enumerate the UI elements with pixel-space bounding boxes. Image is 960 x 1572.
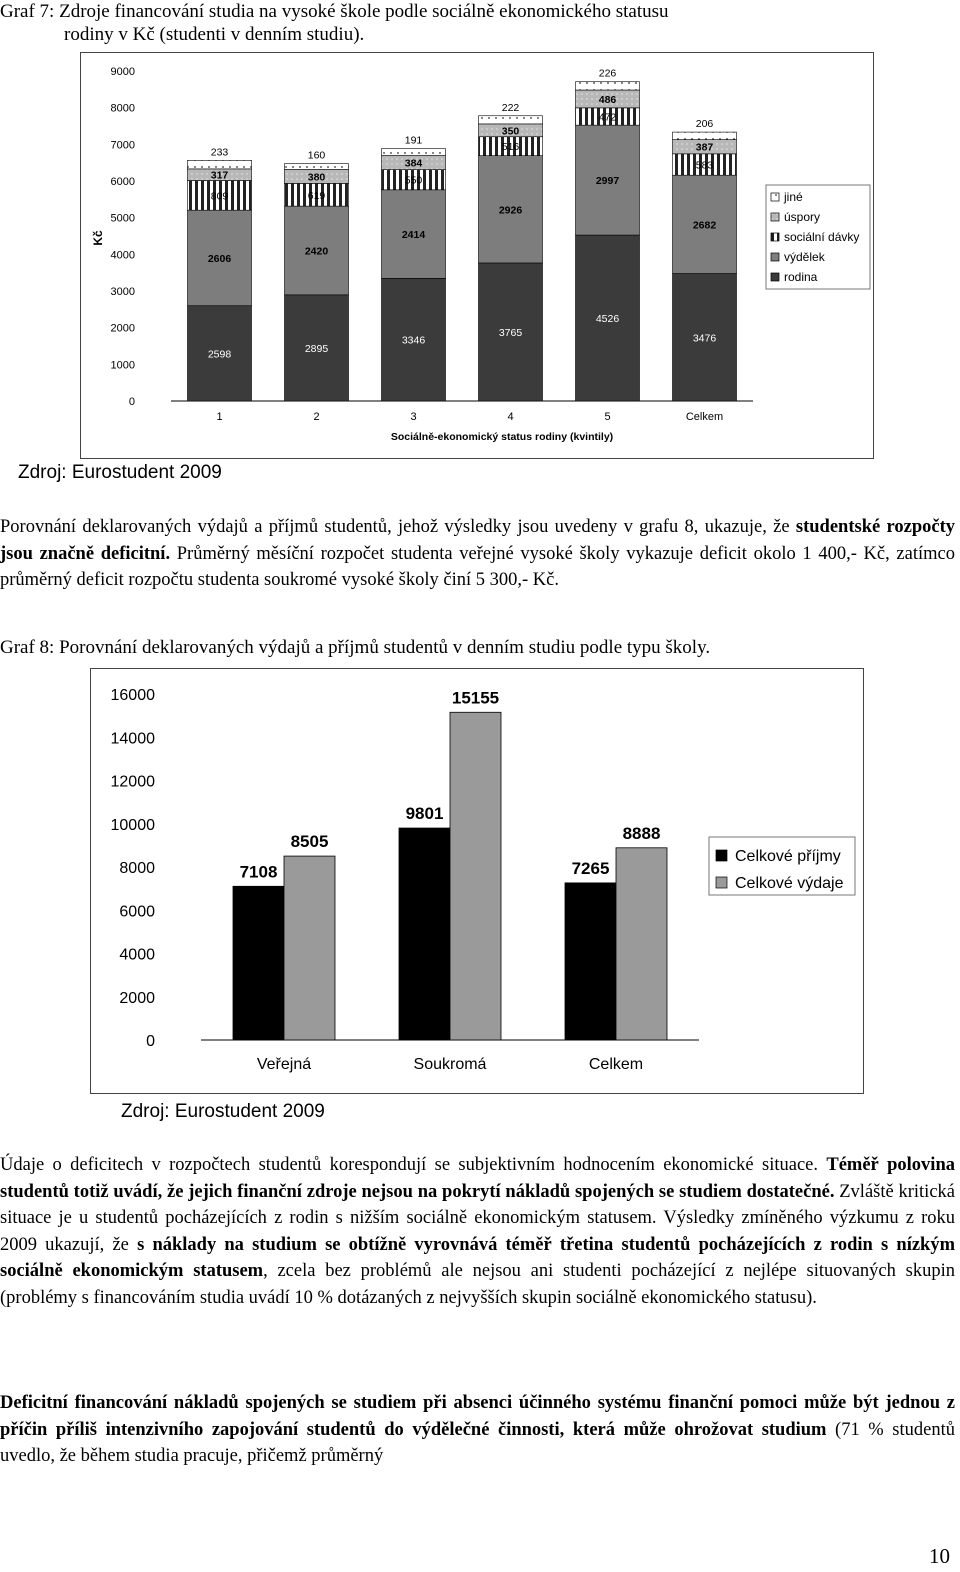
x-tick-label: Soukromá [413, 1056, 487, 1073]
data-label: 8888 [622, 823, 661, 843]
bar-Celkové-výdaje [616, 848, 667, 1040]
y-tick-label: 5000 [110, 212, 135, 225]
bar-Celkové-výdaje [284, 856, 335, 1040]
y-tick-label: 8000 [110, 102, 135, 115]
legend-label: sociální dávky [784, 230, 860, 244]
p2-bold-2: s náklady na studium se obtížně vyrovnává téměř třetina studentů pocházejících z rodin s nízkým sociálně ekonomickým statusem [0, 1234, 956, 1281]
y-tick-label: 1000 [110, 359, 135, 372]
legend [766, 185, 870, 289]
p2-text-1: Údaje o deficitech v rozpočtech studentů korespondují se subjektivním hodnocením ekonomické situace. [0, 1155, 827, 1175]
p2-bold-1: Téměř polovina studentů totiž uvádí, že jejich finanční zdroje nejsou na pokrytí nákladů spojených se studiem dostatečné. [0, 1155, 955, 1202]
graph8-chart [90, 668, 864, 1094]
data-label: 2895 [304, 342, 329, 355]
graph8-caption: Graf 8: Porovnání deklarovaných výdajů a příjmů studentů v denním studiu podle typu školy. [0, 637, 711, 658]
x-tick-label: Celkem [685, 411, 724, 423]
paragraph-2 [0, 1152, 955, 1311]
legend-swatch [771, 233, 779, 241]
data-label: 2606 [207, 252, 232, 265]
p3-bold-1: Deficitní financování nákladů spojených se studiem při absenci účinného systému finanční pomoci může být jednou z příčin příliš intenzivního zapojování studentů do výdělečné činnosti, která může ohrožovat studium [0, 1393, 955, 1440]
p1-text-2: Průměrný měsíční rozpočet studenta veřejné vysoké školy vykazuje deficit okolo 1 400,- Kč, zatímco průměrný deficit rozpočtu studenta soukromé vysoké školy činí 5 300,- Kč. [0, 543, 955, 590]
p2-text-3: , zcela bez problémů ale nejsou ani studenti pocházející z nejlépe situovaných skupin (problémy s financováním studia uvádí 10 % dotázaných z nejvyšších skupin sociálně ekonomického statusu). [0, 1261, 955, 1308]
graph8-svg [91, 669, 863, 1093]
data-label: 350 [501, 125, 520, 138]
data-label: 516 [501, 141, 520, 154]
data-label: 226 [598, 67, 617, 80]
data-label: 317 [210, 169, 229, 182]
y-tick-label: 3000 [110, 286, 135, 298]
graph8-source: Zdroj: Eurostudent 2009 [121, 1101, 325, 1122]
y-tick-label: 14000 [110, 730, 155, 748]
p3-text-1: (71 % studentů uvedlo, že během studia pracuje, přičemž průměrný [0, 1419, 955, 1466]
graph7-svg [81, 53, 873, 458]
x-tick-label: Veřejná [256, 1056, 312, 1073]
graph7-caption [0, 0, 960, 46]
data-label: 550 [404, 174, 423, 187]
bar-Celkové-příjmy [233, 886, 284, 1040]
x-axis-label: Sociálně-ekonomický status rodiny (kvintily) [390, 431, 614, 443]
data-label: 486 [598, 93, 617, 106]
graph7-caption-line1: Graf 7: Zdroje financování studia na vysoké škole podle sociálně ekonomického statusu [0, 1, 669, 22]
legend-label: výdělek [784, 250, 825, 264]
y-tick-label: 2000 [110, 322, 135, 335]
page-number: 10 [929, 1544, 950, 1568]
bar-segment-jiné [382, 149, 446, 156]
legend-label: Celkové příjmy [735, 848, 841, 865]
legend-label: Celkové výdaje [735, 875, 844, 892]
legend-label: úspory [784, 210, 821, 224]
data-label: 8505 [290, 832, 329, 852]
bar-segment-jiné [673, 132, 737, 140]
bar-Celkové-příjmy [399, 828, 450, 1040]
y-tick-label: 7000 [110, 139, 135, 152]
graph7-caption-line2: rodiny v Kč (studenti v denním studiu). [64, 24, 365, 45]
y-tick-label: 6000 [110, 176, 135, 188]
y-tick-label: 10000 [110, 816, 155, 834]
data-label: 3346 [401, 334, 426, 347]
legend [709, 837, 855, 895]
bar-segment-jiné [285, 164, 349, 170]
x-tick-label: 4 [507, 411, 514, 423]
x-tick-label: Celkem [588, 1056, 644, 1073]
data-label: 2414 [401, 229, 426, 242]
x-tick-label: 2 [313, 411, 320, 423]
p1-bold-1: studentské rozpočty jsou značně deficitní. [0, 517, 955, 564]
y-tick-label: 12000 [110, 773, 155, 791]
y-axis-label: Kč [91, 230, 105, 246]
data-label: 2997 [595, 175, 620, 188]
bar-Celkové-výdaje [450, 712, 501, 1040]
data-label: 7108 [239, 862, 278, 882]
data-label: 222 [501, 101, 520, 114]
data-label: 2598 [207, 348, 232, 361]
y-tick-label: 4000 [110, 249, 135, 262]
p2-text-2: Zvláště kritická situace je u studentů pocházejících z rodin s nižším sociálně ekonomickým statusem. Výsledky zmíněného výzkumu z roku 2009 ukazují, že [0, 1181, 955, 1255]
data-label: 387 [695, 141, 714, 154]
data-label: 3476 [692, 332, 717, 345]
data-label: 160 [307, 149, 326, 162]
data-label: 206 [695, 118, 714, 131]
y-tick-label: 9000 [110, 66, 135, 78]
paragraph-3 [0, 1390, 955, 1470]
data-label: 15155 [451, 688, 500, 708]
graph7-chart [80, 52, 874, 459]
data-label: 380 [307, 171, 326, 184]
bar-segment-jiné [576, 82, 640, 90]
p1-text-1: Porovnání deklarovaných výdajů a příjmů studentů, jehož výsledky jsou uvedeny v grafu 8, ukazuje, že [0, 517, 796, 537]
bar-segment-jiné [479, 116, 543, 124]
bar-Celkové-příjmy [565, 883, 616, 1040]
data-label: 619 [307, 189, 326, 202]
y-tick-label: 0 [146, 1033, 155, 1050]
data-label: 472 [598, 111, 617, 124]
legend-swatch [771, 193, 779, 201]
data-label: 9801 [405, 804, 444, 824]
bar-segment-jiné [188, 160, 252, 169]
y-tick-label: 4000 [119, 946, 155, 964]
y-tick-label: 2000 [119, 989, 155, 1007]
y-tick-label: 8000 [119, 860, 155, 877]
y-tick-label: 6000 [119, 903, 155, 921]
data-label: 191 [404, 134, 423, 147]
x-tick-label: 5 [604, 411, 611, 423]
data-label: 809 [210, 190, 229, 203]
legend-swatch [716, 850, 727, 861]
x-tick-label: 1 [216, 411, 223, 423]
data-label: 7265 [571, 858, 610, 878]
paragraph-1 [0, 514, 955, 594]
legend-swatch [771, 253, 779, 261]
data-label: 233 [210, 146, 229, 159]
x-tick-label: 3 [410, 411, 417, 423]
legend-label: rodina [784, 270, 818, 284]
y-tick-label: 0 [128, 396, 135, 408]
legend-swatch [771, 213, 779, 221]
data-label: 2682 [692, 219, 717, 232]
legend-swatch [716, 877, 727, 888]
legend-label: jiné [784, 190, 803, 204]
y-tick-label: 16000 [110, 687, 155, 704]
data-label: 3765 [498, 326, 523, 339]
data-label: 4526 [595, 313, 620, 326]
data-label: 2420 [304, 245, 329, 258]
graph7-source: Zdroj: Eurostudent 2009 [18, 462, 222, 483]
data-label: 583 [695, 159, 714, 172]
data-label: 2926 [498, 204, 523, 217]
data-label: 384 [404, 157, 423, 170]
legend-swatch [771, 273, 779, 281]
